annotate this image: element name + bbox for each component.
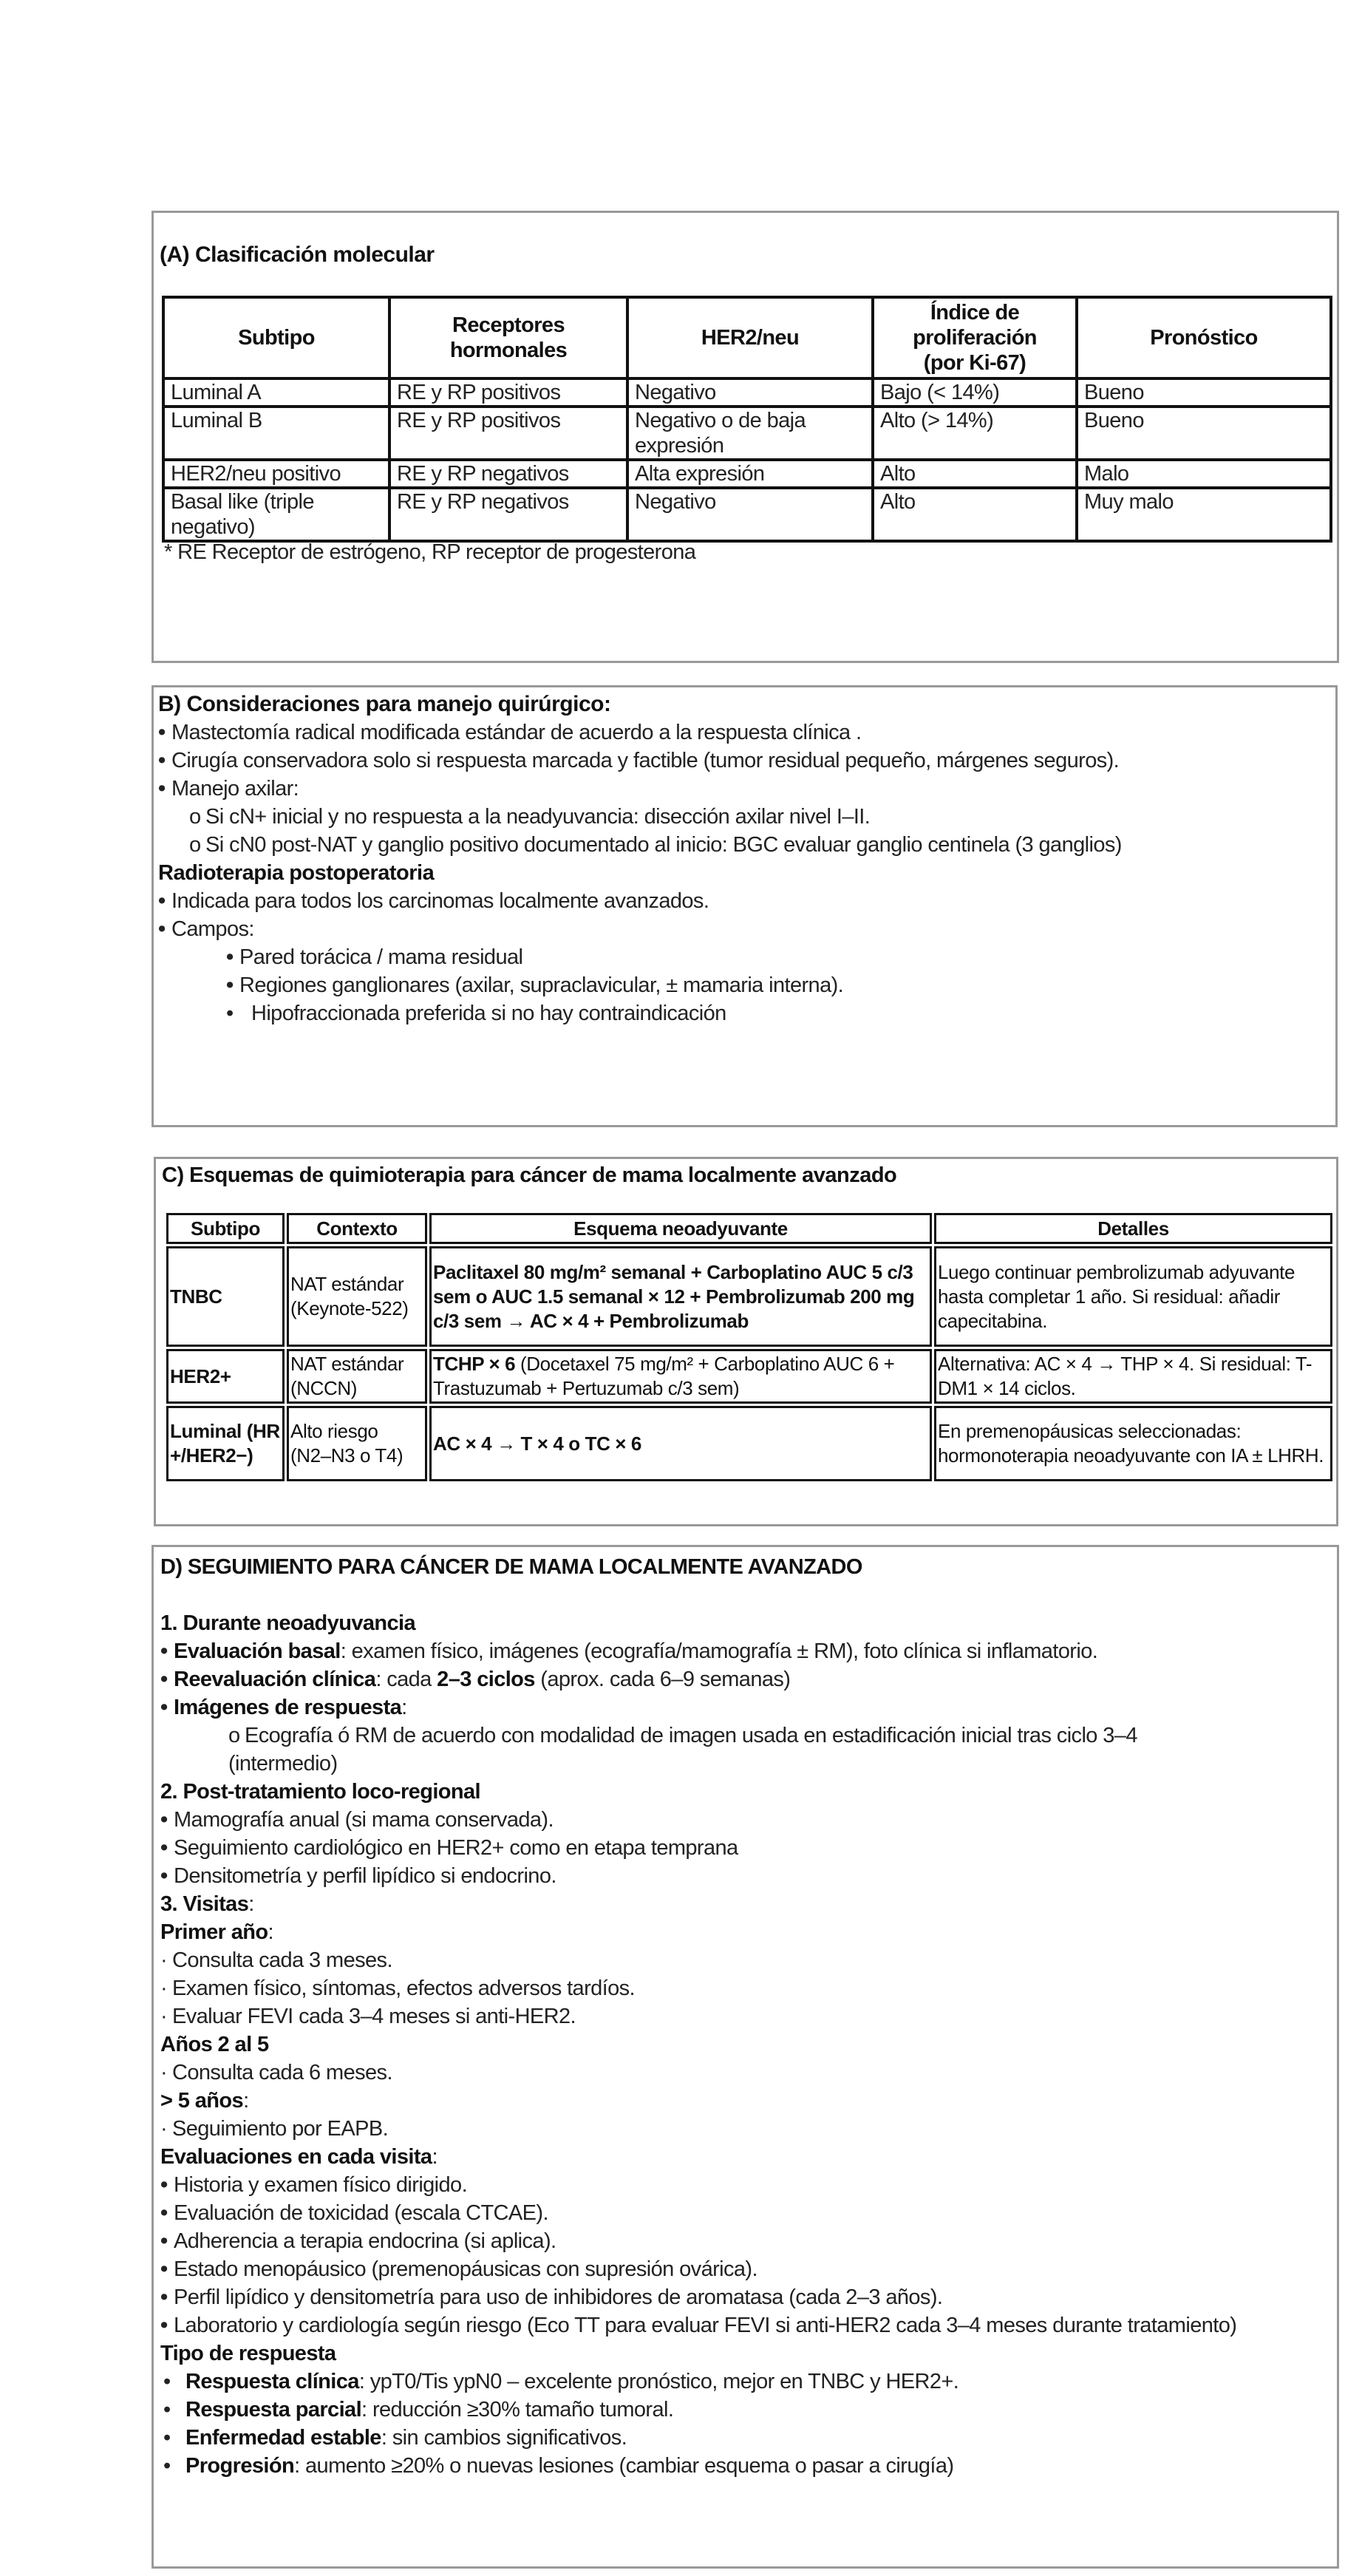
anos-2-5-heading: Años 2 al 5 [160,2033,269,2056]
cell: Alto (> 14%) [873,407,1077,460]
header-pronostico: Pronóstico [1077,297,1331,378]
list-item: • Estado menopáusico (premenopáusicas con supresión ovárica). [160,2255,1328,2283]
list-item [160,2424,1328,2452]
cell-esquema [429,1349,932,1404]
cell: Muy malo [1077,488,1331,541]
sub-list-item: o Si cN0 post-NAT y ganglio positivo documentado al inicio: BGC evaluar ganglio centinela (3 ganglios) [158,831,1122,859]
section-b-surgical-management [151,685,1338,1127]
eval-heading: Evaluaciones en cada visita: [160,2145,437,2169]
cell-subtipo: Luminal (HR +/HER2−) [166,1406,285,1481]
cell: RE y RP negativos [389,488,627,541]
item-label: Reevaluación clínica [174,1668,376,1691]
list-item [160,2396,1328,2424]
label: 3. Visitas [160,1892,249,1916]
header-subtipo: Subtipo [163,297,389,378]
item-label: Enfermedad estable [185,2426,381,2450]
item-text: : examen físico, imágenes (ecografía/mamografía ± RM), foto clínica si inflamatorio. [340,1639,1098,1663]
list-item [160,2452,1328,2480]
item-text: : cada [375,1668,437,1691]
list-item: • Adherencia a terapia endocrina (si aplica). [160,2227,1328,2255]
circle-bullet-icon: o [228,1724,240,1747]
cell: RE y RP negativos [389,460,627,488]
table-row [163,488,1331,541]
list-item: • Densitometría y perfil lipídico si endocrino. [160,1862,1328,1890]
esquema-bold: AC × 4 → T × 4 o TC × 6 [433,1432,641,1455]
item-label: Evaluación basal [174,1639,341,1663]
bullet-icon: • [163,2370,171,2393]
list-item: · Examen físico, síntomas, efectos adversos tardíos. [160,1974,1328,2002]
bullet-icon: • [163,2426,171,2450]
cell: Alta expresión [627,460,873,488]
list-item: • Historia y examen físico dirigido. [160,2171,1328,2199]
section-d-title: D) SEGUIMIENTO PARA CÁNCER DE MAMA LOCALMENTE AVANZADO [160,1555,862,1579]
list-item: · Seguimiento por EAPB. [160,2115,1328,2143]
cell-detalles: En premenopáusicas seleccionadas: hormonoterapia neoadyuvante con IA ± LHRH. [934,1406,1332,1481]
cell-subtipo: TNBC [166,1246,285,1347]
header-esquema: Esquema neoadyuvante [429,1213,932,1244]
list-item: · Consulta cada 3 meses. [160,1946,1328,1974]
cell: Malo [1077,460,1331,488]
esquema-bold: Paclitaxel 80 mg/m² semanal + Carboplatino AUC 5 c/3 sem o AUC 1.5 semanal × 12 + Pembrolizumab 200 mg c/3 sem → AC × 4 + Pembrolizumab [433,1260,915,1332]
section-a-molecular-classification [151,211,1339,663]
table-header-row [166,1213,1332,1244]
list-item: • Mamografía anual (si mama conservada). [160,1806,1328,1834]
list-item: • Mastectomía radical modificada estándar de acuerdo a la respuesta clínica . [158,718,1122,747]
table-footnote: * RE Receptor de estrógeno, RP receptor de progesterona [164,540,696,564]
list-item [160,1665,1328,1693]
list-item: • Laboratorio y cardiología según riesgo (Eco TT para evaluar FEVI si anti-HER2 cada 3–4 meses durante tratamiento) [160,2311,1298,2339]
label: Primer año [160,1920,268,1944]
list-item: • Manejo axilar: [158,775,1122,803]
table-row [163,378,1331,407]
cell-contexto: NAT estándar (NCCN) [287,1349,427,1404]
item-label: Respuesta parcial [185,2398,362,2422]
label: > 5 años [160,2089,244,2113]
cell: Alto [873,488,1077,541]
header-subtipo: Subtipo [166,1213,285,1244]
esquema-rest: (Docetaxel 75 mg/m² + Carboplatino AUC 6 + Trastuzumab + Pertuzumab c/3 sem) [433,1353,895,1399]
section-d-follow-up [151,1545,1339,2569]
cell: Negativo [627,378,873,407]
list-item: • Perfil lipídico y densitometría para uso de inhibidores de aromatasa (cada 2–3 años). [160,2283,1328,2311]
cell: RE y RP positivos [389,378,627,407]
item-text: : [401,1696,407,1719]
list-item [160,1637,1328,1665]
item-text: : ypT0/Tis ypN0 – excelente pronóstico, mejor en TNBC y HER2+. [358,2370,959,2393]
cell: Bueno [1077,407,1331,460]
cell: Luminal A [163,378,389,407]
response-type-heading: Tipo de respuesta [160,2342,336,2365]
cell: Alto [873,460,1077,488]
cell: Basal like (triple negativo) [163,488,389,541]
table-header-row [163,297,1331,378]
list-item: • Evaluación de toxicidad (escala CTCAE). [160,2199,1328,2227]
subsection-1-title: 1. Durante neoadyuvancia [160,1611,415,1635]
header-detalles: Detalles [934,1213,1332,1244]
list-item: • Indicada para todos los carcinomas localmente avanzados. [158,887,1122,915]
item-text: (aprox. cada 6–9 semanas) [534,1668,791,1691]
cell: Negativo [627,488,873,541]
header-contexto: Contexto [287,1213,427,1244]
molecular-classification-table [162,296,1332,543]
mas-5-anos-heading: > 5 años: [160,2089,249,2113]
radiotherapy-heading: Radioterapia postoperatoria [158,861,435,885]
item-text: Ecografía ó RM de acuerdo con modalidad de imagen usada en estadificación inicial tras ciclo 3–4 (intermedio) [228,1724,1137,1775]
item-text: : aumento ≥20% o nuevas lesiones (cambiar esquema o pasar a cirugía) [294,2454,954,2478]
bullet-icon: • [163,2398,171,2422]
cell: RE y RP positivos [389,407,627,460]
list-item [160,2368,1328,2396]
subsection-2-title: 2. Post-tratamiento loco-regional [160,1780,480,1804]
section-b-title: B) Consideraciones para manejo quirúrgico: [158,692,611,716]
cell-esquema [429,1406,932,1481]
cell-contexto: Alto riesgo (N2–N3 o T4) [287,1406,427,1481]
cell-esquema [429,1246,932,1347]
item-text: : sin cambios significativos. [381,2426,627,2450]
header-her2: HER2/neu [627,297,873,378]
cell: HER2/neu positivo [163,460,389,488]
sub-list-item: • Hipofraccionada preferida si no hay contraindicación [158,999,1122,1027]
cell-detalles: Alternativa: AC × 4 → THP × 4. Si residual: T-DM1 × 14 ciclos. [934,1349,1332,1404]
subsection-3-title: 3. Visitas: [160,1892,254,1916]
list-item: · Evaluar FEVI cada 3–4 meses si anti-HER2. [160,2002,1328,2030]
chemotherapy-table [164,1211,1335,1484]
table-row [166,1349,1332,1404]
cell: Negativo o de baja expresión [627,407,873,460]
table-row [166,1246,1332,1347]
table-row [163,407,1331,460]
sub-list-item: • Regiones ganglionares (axilar, supraclavicular, ± mamaria interna). [158,971,1122,999]
cell: Luminal B [163,407,389,460]
cell-detalles: Luego continuar pembrolizumab adyuvante hasta completar 1 año. Si residual: añadir capecitabina. [934,1246,1332,1347]
cell: Bajo (< 14%) [873,378,1077,407]
item-label: Progresión [185,2454,295,2478]
list-item: • Seguimiento cardiológico en HER2+ como en etapa temprana [160,1834,1328,1862]
list-item: • Cirugía conservadora solo si respuesta marcada y factible (tumor residual pequeño, márgenes seguros). [158,747,1122,775]
item-text: : reducción ≥30% tamaño tumoral. [361,2398,674,2422]
item-label: Imágenes de respuesta [174,1696,402,1719]
section-c-title: C) Esquemas de quimioterapia para cáncer de mama localmente avanzado [162,1163,897,1187]
cell-contexto: NAT estándar (Keynote-522) [287,1246,427,1347]
header-receptores: Receptores hormonales [389,297,627,378]
section-c-chemotherapy [154,1157,1338,1526]
cell: Bueno [1077,378,1331,407]
primer-ano-heading: Primer año: [160,1920,273,1944]
sub-list-item [160,1722,1248,1778]
table-row [163,460,1331,488]
table-row [166,1406,1332,1481]
esquema-bold: TCHP × 6 [433,1353,516,1375]
bullet-icon: • [163,2454,171,2478]
section-a-title: (A) Clasificación molecular [160,242,435,267]
sub-list-item: • Pared torácica / mama residual [158,943,1122,971]
item-emphasis: 2–3 ciclos [437,1668,535,1691]
list-item: · Consulta cada 6 meses. [160,2059,1328,2087]
sub-list-item: o Si cN+ inicial y no respuesta a la neadyuvancia: disección axilar nivel I–II. [158,803,1122,831]
item-label: Respuesta clínica [185,2370,359,2393]
list-item: • Campos: [158,915,1122,943]
list-item [160,1693,1328,1722]
header-ki67: Índice de proliferación (por Ki-67) [873,297,1077,378]
label: Evaluaciones en cada visita [160,2145,432,2169]
cell-subtipo: HER2+ [166,1349,285,1404]
